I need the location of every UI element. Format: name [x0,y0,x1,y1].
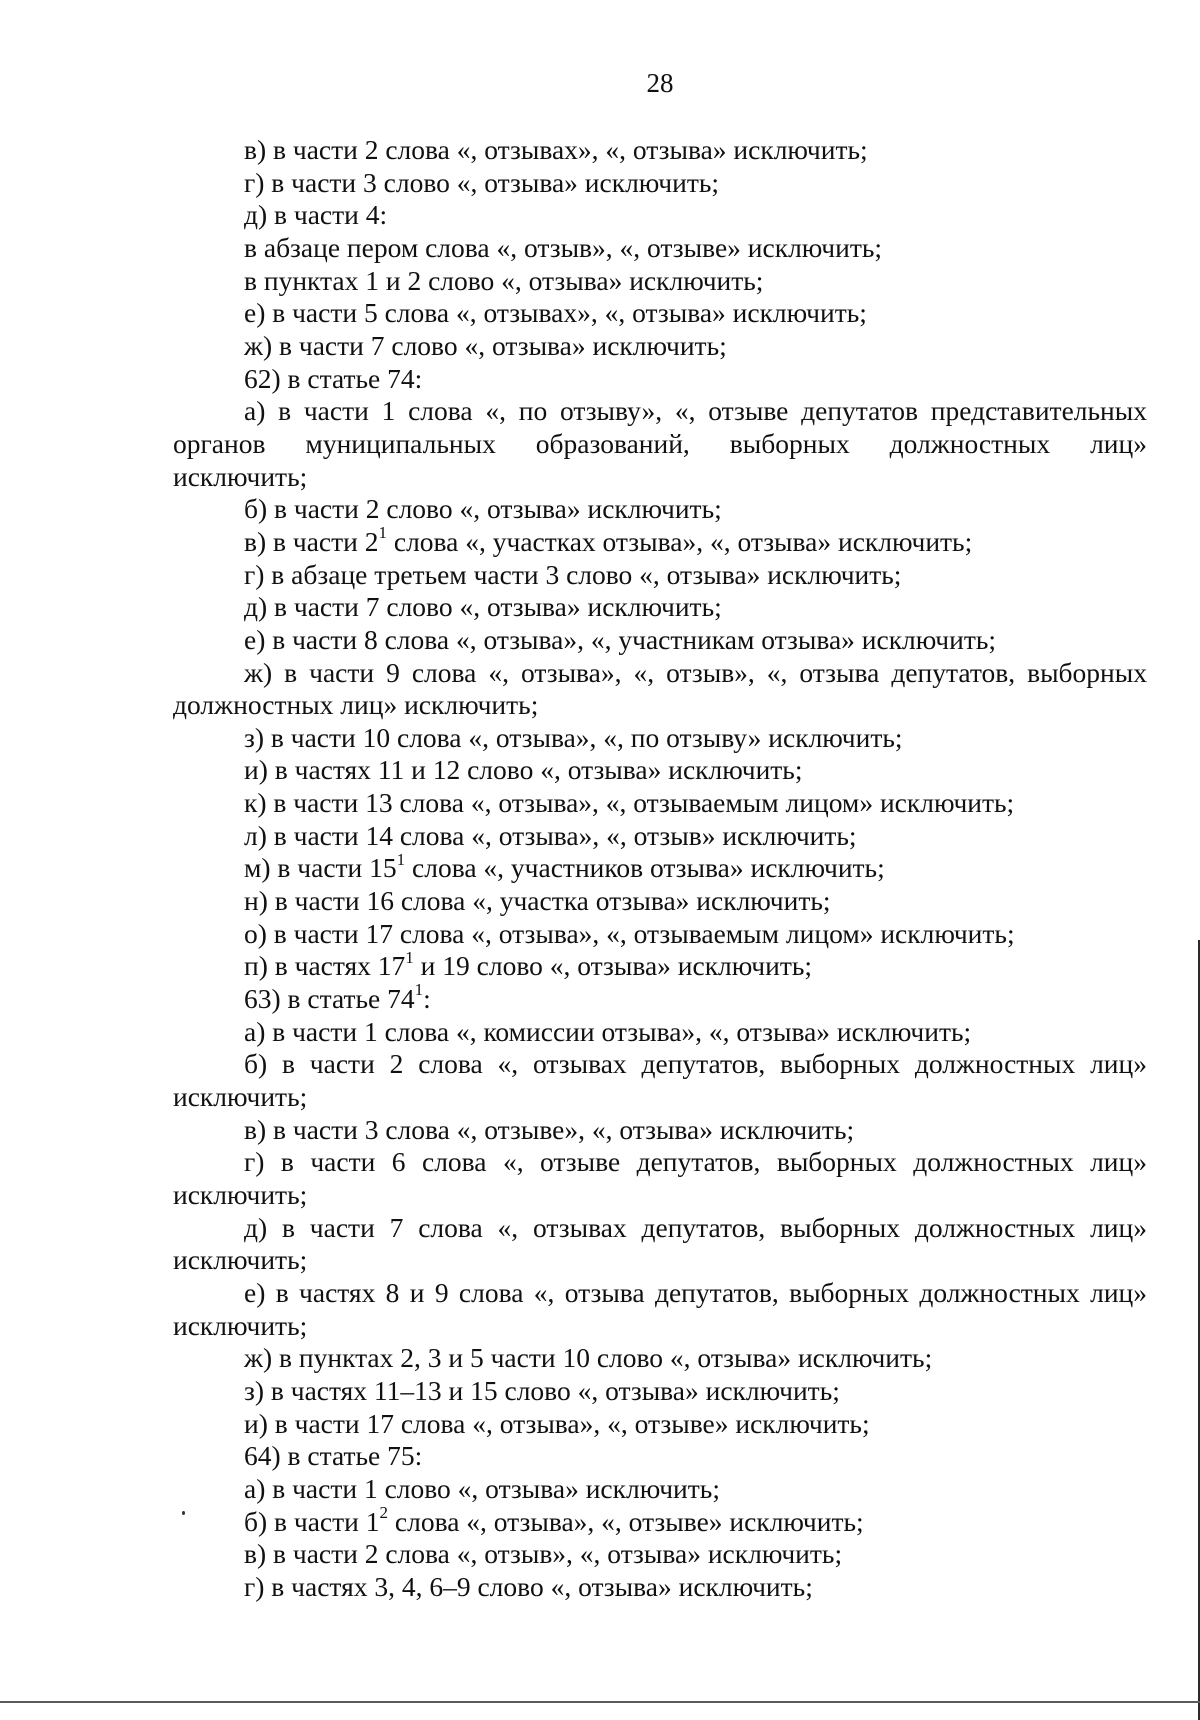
line-text: органов муниципальных образований, выборных должностных лиц» [173,427,1147,459]
text-line [173,918,1147,951]
line-text: ж) в части 9 слова «, отзыва», «, отзыв», «, отзыва депутатов, выборных [244,656,1147,688]
line-text: л) в части 14 слова «, отзыва», «, отзыв» исключить; [244,819,857,851]
text-line [173,523,1147,559]
document-body [173,134,1147,1604]
line-text: е) в части 8 слова «, отзыва», «, участникам отзыва» исключить; [244,623,997,655]
line-text: г) в частях 3, 4, 6–9 слово «, отзыва» исключить; [244,1570,813,1602]
text-line [173,134,1147,167]
text-line [173,1277,1147,1310]
line-text: б) в части 1 [244,1505,380,1537]
text-line [173,265,1147,298]
line-text: б) в части 2 слова «, отзывах депутатов, выборных должностных лиц» [244,1048,1147,1080]
text-line [173,1179,1147,1212]
line-text: в пунктах 1 и 2 слово «, отзыва» исключить; [244,264,764,296]
line-text: исключить; [173,1179,308,1210]
superscript-index: 1 [405,947,414,967]
line-text: е) в частях 8 и 9 слова «, отзыва депутатов, выборных должностных лиц» [244,1276,1147,1308]
line-text: о) в части 17 слова «, отзыва», «, отзываемым лицом» исключить; [244,917,1015,949]
line-text: з) в частях 11–13 и 15 слово «, отзыва» исключить; [244,1374,840,1406]
text-line [173,1048,1147,1081]
line-text: д) в части 7 слово «, отзыва» исключить; [244,591,722,623]
line-text-tail: : [423,983,431,1015]
text-line [173,947,1147,983]
superscript-index: 1 [414,980,424,1000]
line-text: 62) в статье 74: [244,362,423,394]
text-line [173,722,1147,755]
line-text: в) в части 2 слова «, отзывах», «, отзыва» исключить; [244,134,868,165]
superscript-index: 2 [379,1502,389,1522]
line-text-tail: слова «, отзыва», «, отзыве» исключить; [388,1505,864,1537]
text-line [173,428,1147,461]
text-line [173,754,1147,787]
text-line [173,1244,1147,1277]
text-line [173,1114,1147,1147]
line-text: м) в части 15 [244,852,397,884]
text-line [173,1440,1147,1473]
text-line [173,461,1147,494]
line-text: д) в части 7 слова «, отзывах депутатов, выборных должностных лиц» [244,1211,1147,1243]
line-text: должностных лиц» исключить; [173,689,539,721]
line-text: г) в части 3 слово «, отзыва» исключить; [244,166,720,198]
superscript-index: 1 [396,849,406,869]
text-line [173,624,1147,657]
line-text: исключить; [173,460,308,492]
text-line [173,167,1147,200]
text-line [173,689,1147,722]
text-line [173,1016,1147,1049]
text-line [173,395,1147,428]
line-text: 63) в статье 74 [244,983,415,1015]
text-line [173,849,1147,885]
text-line [173,493,1147,526]
line-text: н) в части 16 слова «, участка отзыва» исключить; [244,885,831,917]
line-text-tail: слова «, участках отзыва», «, отзыва» исключить; [387,525,973,557]
text-line [173,1342,1147,1375]
text-line [173,330,1147,363]
line-text: исключить; [173,1081,308,1113]
text-line [173,1538,1147,1571]
text-line [173,1502,1147,1539]
line-text: в) в части 3 слова «, отзыве», «, отзыва» исключить; [244,1113,855,1145]
line-text: а) в части 1 слово «, отзыва» исключить; [244,1472,720,1504]
line-text: г) в абзаце третьем части 3 слово «, отзыва» исключить; [244,558,902,590]
text-line [173,297,1147,330]
text-line [173,199,1147,232]
text-line [173,657,1147,690]
scan-speck [182,1511,185,1515]
text-line [173,1081,1147,1114]
line-text: в) в части 2 [244,525,379,557]
text-line [173,1408,1147,1441]
line-text-tail: слова «, участников отзыва» исключить; [405,852,885,884]
text-line [173,885,1147,918]
line-text: исключить; [173,1244,308,1276]
line-text-tail: и 19 слово «, отзыва» исключить; [413,950,813,982]
line-text: исключить; [173,1309,308,1341]
line-text: ж) в части 7 слово «, отзыва» исключить; [244,329,727,361]
line-text: а) в части 1 слова «, по отзыву», «, отзыве депутатов представительных [244,395,1147,427]
line-text: г) в части 6 слова «, отзыве депутатов, выборных должностных лиц» [244,1146,1147,1178]
line-text: в) в части 2 слова «, отзыв», «, отзыва» исключить; [244,1538,843,1570]
line-text: е) в части 5 слова «, отзывах», «, отзыва» исключить; [244,297,867,329]
line-text: в абзаце пером слова «, отзыв», «, отзыве» исключить; [244,231,883,263]
text-line [173,559,1147,592]
line-text: и) в частях 11 и 12 слово «, отзыва» исключить; [244,754,803,786]
line-text: б) в части 2 слово «, отзыва» исключить; [244,493,722,525]
line-text: 64) в статье 75: [244,1440,423,1472]
text-line [173,1212,1147,1245]
text-line [173,787,1147,820]
superscript-index: 1 [378,523,387,543]
text-line [173,820,1147,853]
line-text: д) в части 4: [244,199,388,231]
line-text: и) в части 17 слова «, отзыва», «, отзыве» исключить; [244,1407,870,1439]
line-text: п) в частях 17 [244,950,406,982]
text-line [173,1473,1147,1506]
line-text: к) в части 13 слова «, отзыва», «, отзываемым лицом» исключить; [244,787,1015,819]
text-line [173,1375,1147,1408]
page-number: 28 [646,68,674,98]
line-text: з) в части 10 слова «, отзыва», «, по отзыву» исключить; [244,721,903,753]
text-line [173,1571,1147,1604]
line-text: ж) в пунктах 2, 3 и 5 части 10 слово «, отзыва» исключить; [244,1342,933,1374]
text-line [173,980,1147,1016]
text-line [173,591,1147,624]
text-line [173,1146,1147,1179]
line-text: а) в части 1 слова «, комиссии отзыва», «, отзыва» исключить; [244,1015,972,1047]
text-line [173,1310,1147,1343]
text-line [173,232,1147,265]
text-line [173,363,1147,396]
